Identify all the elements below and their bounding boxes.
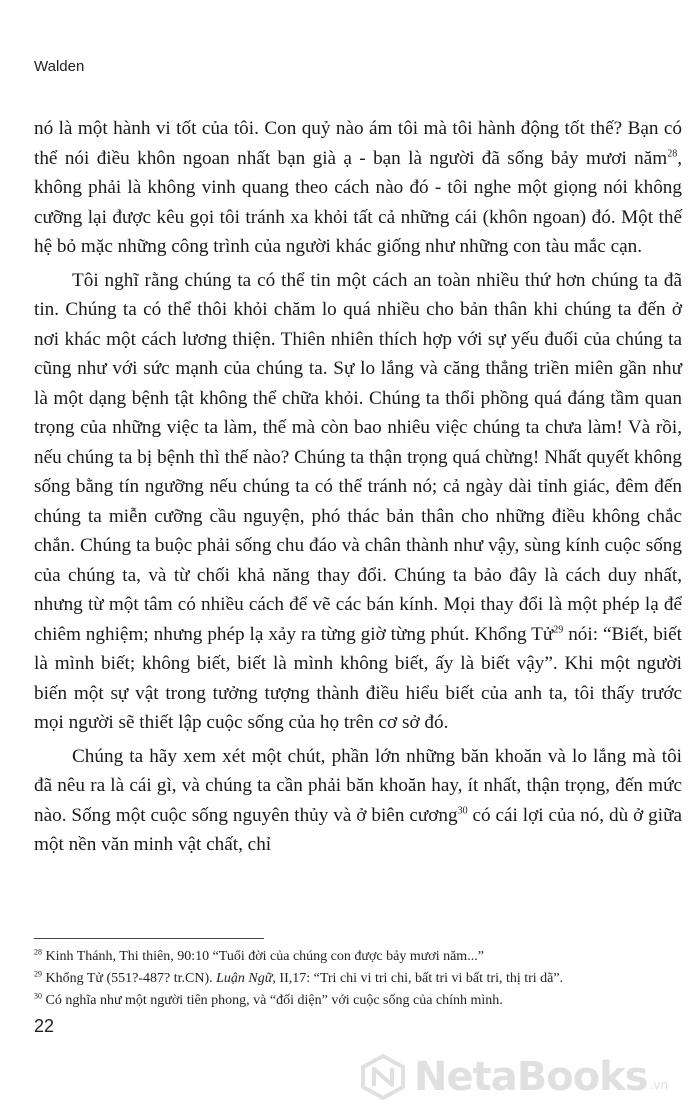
footnote-30 xyxy=(34,990,682,1012)
paragraph-text: có cái lợi của nó, dù ở giữa một nền văn minh vật chất, chỉ xyxy=(34,804,682,855)
footnote-29 xyxy=(34,968,682,990)
paragraph-text: nói: “Biết, biết là mình biết; không biết, biết là mình không biết, ấy là biết vậy”. Khi một người biến một sự vật trong tưởng tượng thành điều hiểu biết của anh ta, tôi thấy trước mọi người sẽ thiết lập cuộc sống của họ trên cơ sở đó. xyxy=(34,623,682,733)
footnote-text: Có nghĩa như một người tiên phong, và “đối diện” với cuộc sống của chính mình. xyxy=(42,993,503,1008)
running-title: Walden xyxy=(34,58,85,75)
watermark-logo-text: NetaBooks xyxy=(414,1054,648,1100)
paragraph-text: Chúng ta hãy xem xét một chút, phần lớn những băn khoăn và lo lắng mà tôi đã nêu ra là cái gì, và chúng ta cần phải băn khoăn hay, ít nhất, thận trọng, đến mức nào. Sống một cuộc sống nguyên thủy và ở biên cương xyxy=(34,745,682,826)
footnote-ref-30[interactable]: 30 xyxy=(457,805,468,817)
footnotes xyxy=(34,946,682,1012)
footnote-book-title: Luận Ngữ xyxy=(216,971,273,986)
netabooks-logo-icon xyxy=(360,1054,406,1100)
footnote-number: 30 xyxy=(34,991,42,1001)
paragraph-text: nó là một hành vi tốt của tôi. Con quỷ nào ám tôi mà tôi hành động tốt thế? Bạn có thể nói điều khôn ngoan nhất bạn già ạ - bạn là người đã sống bảy mươi năm xyxy=(34,118,682,169)
footnote-number: 29 xyxy=(34,969,42,979)
paragraph-1 xyxy=(34,114,682,262)
page-number: 22 xyxy=(34,1016,55,1036)
watermark xyxy=(360,1052,668,1102)
footnote-text: Kinh Thánh, Thi thiên, 90:10 “Tuổi đời của chúng con được bảy mươi năm...” xyxy=(42,949,484,964)
footnote-28 xyxy=(34,946,682,968)
paragraph-3 xyxy=(34,742,682,860)
footnote-ref-28[interactable]: 28 xyxy=(667,148,678,160)
paragraph-text: Tôi nghĩ rằng chúng ta có thể tin một cách an toàn nhiều thứ hơn chúng ta đã tin. Chúng ta có thể thôi khỏi chăm lo quá nhiều cho bản thân khi chúng ta đến ở nơi khác một cách lương thiện. Thiên nhiên thích hợp với sự yếu đuối của chúng ta cũng như với sức mạnh của chúng ta. Sự lo lắng và căng thẳng triền miên gần như là một dạng bệnh tật không thể chữa khỏi. Chúng ta thổi phồng quá đáng tầm quan trọng của những việc ta làm, thế mà còn bao nhiêu việc chúng ta chưa làm! Và rồi, nếu chúng ta bị bệnh thì thế nào? Chúng ta thận trọng quá chừng! Nhất quyết không sống bằng tín ngưỡng nếu chúng ta có thể tránh nó; cả ngày dài tỉnh giác, đêm đến chúng ta miễn cưỡng cầu nguyện, phó thác bản thân cho những điều không chắc chắn. Chúng ta buộc phải sống chu đáo và chân thành như vậy, sùng kính cuộc sống của chúng ta, và từ chối khả năng thay đổi. Chúng ta bảo đây là cách duy nhất, nhưng từ một tâm có nhiều cách để vẽ các bán kính. Mọi thay đổi là một phép lạ để chiêm nghiệm; nhưng phép lạ xảy ra từng giờ từng phút. Khổng Tử xyxy=(34,269,682,645)
watermark-domain-suffix: .vn xyxy=(649,1078,669,1092)
footnote-text: , II,17: “Tri chi vi tri chi, bất tri vi bất tri, thị tri dã”. xyxy=(272,971,564,986)
body-text xyxy=(34,114,682,860)
footnote-number: 28 xyxy=(34,947,42,957)
footnote-divider xyxy=(34,938,264,939)
footnote-ref-29[interactable]: 29 xyxy=(553,624,564,636)
paragraph-2 xyxy=(34,266,682,738)
footnote-text: Khổng Tử (551?-487? tr.CN). xyxy=(42,971,217,986)
paragraph-text: , không phải là không vinh quang theo cách nào đó - tôi nghe một giọng nói không cưỡng lại được kêu gọi tôi tránh xa khỏi tất cả những cái (khôn ngoan) đó. Một thế hệ bỏ mặc những công trình của người khác giống như những con tàu mắc cạn. xyxy=(34,147,682,257)
